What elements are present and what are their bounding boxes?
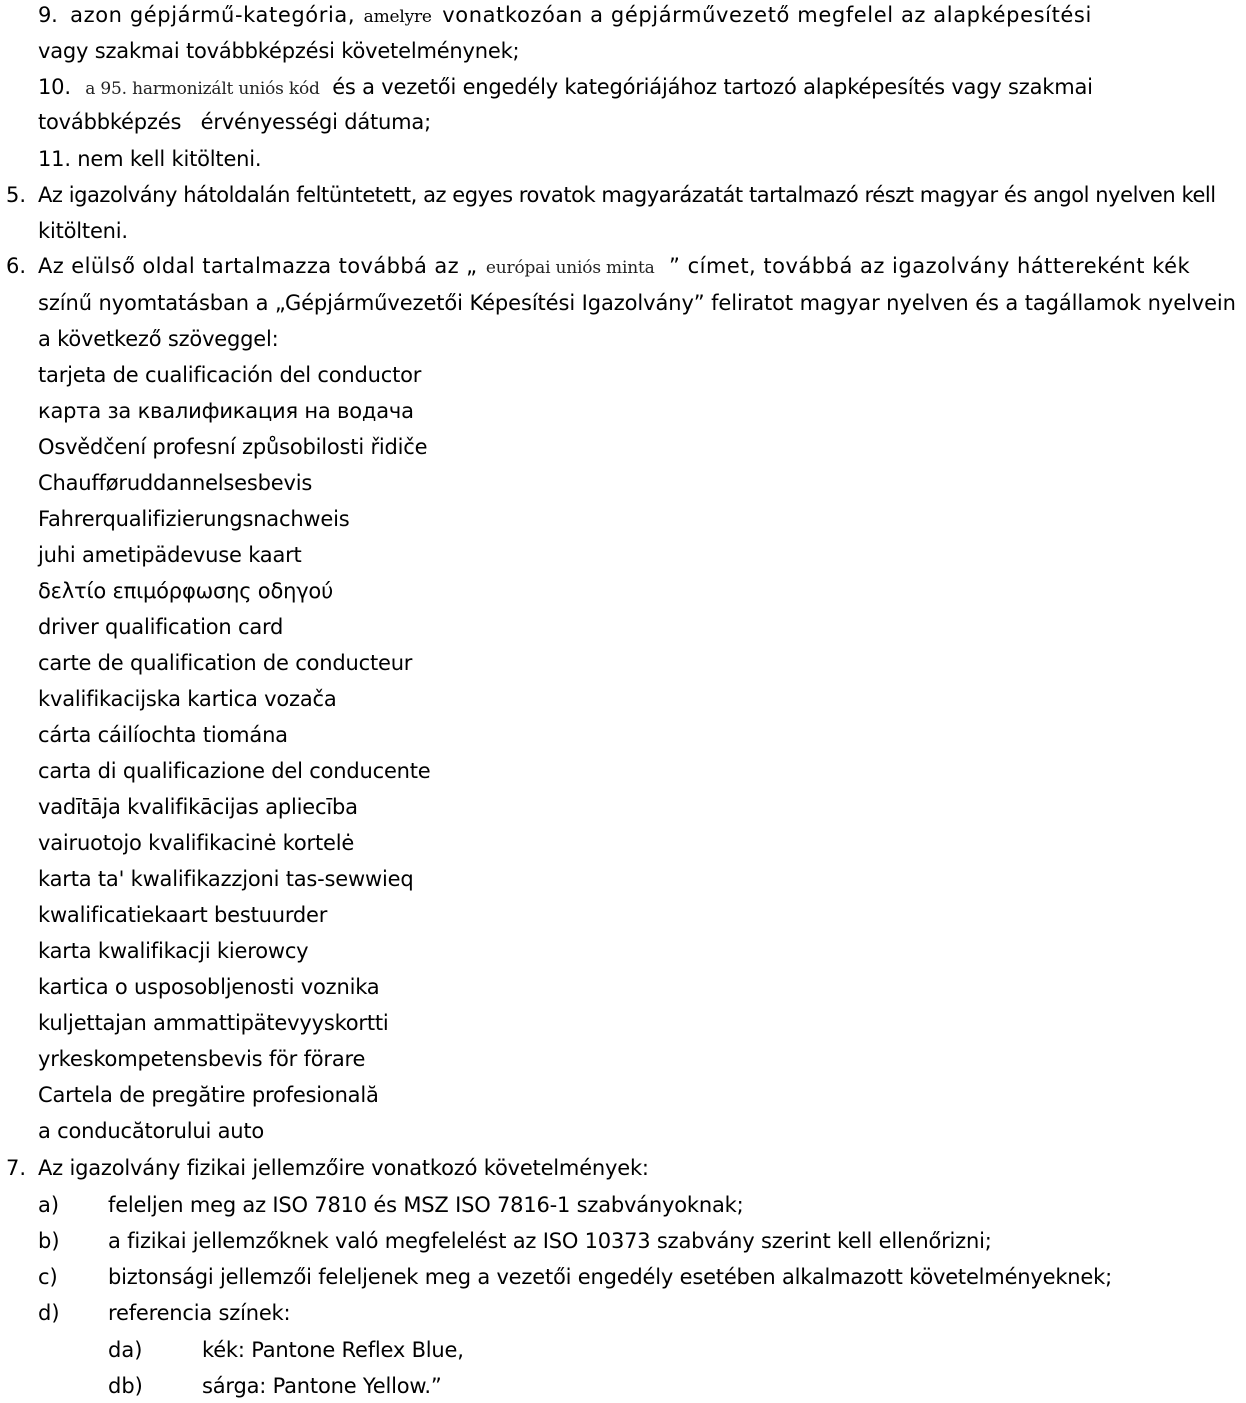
point7-subitem-label: da): [108, 1338, 143, 1362]
language-item: карта за квалификация на водача: [38, 399, 414, 423]
point7-heading: Az igazolvány fizikai jellemzőire vonatkozó követelmények:: [38, 1156, 649, 1180]
point5-number: 5.: [6, 183, 27, 207]
item10-line1: [38, 74, 1093, 102]
point6-text-b: európai uniós minta: [485, 258, 655, 278]
item9-text-b: amelyre: [363, 7, 432, 27]
point7-item-text: feleljen meg az ISO 7810 és MSZ ISO 7816-1 szabványoknak;: [108, 1193, 744, 1217]
point7-item-label: a): [38, 1193, 60, 1217]
point7-item-text: a fizikai jellemzőknek való megfelelést az ISO 10373 szabvány szerint kell ellenőrizni;: [108, 1229, 992, 1253]
language-item: driver qualification card: [38, 615, 284, 639]
language-item: vadītāja kvalifikācijas apliecība: [38, 795, 358, 819]
language-item: a conducătorului auto: [38, 1119, 265, 1143]
point5-line2: kitölteni.: [38, 219, 128, 243]
point5-line1: Az igazolvány hátoldalán feltüntetett, az egyes rovatok magyarázatát tartalmazó részt magyar és angol nyelven kell: [38, 183, 1216, 207]
item11: 11. nem kell kitölteni.: [38, 147, 262, 171]
point7-item-label: c): [38, 1265, 58, 1289]
language-item: juhi ametipädevuse kaart: [38, 543, 302, 567]
point7-item-text: referencia színek:: [108, 1301, 291, 1325]
language-item: kuljettajan ammattipätevyyskortti: [38, 1011, 389, 1035]
language-item: δελτίο επιμόρφωσης οδηγού: [38, 579, 334, 603]
language-item: kwalificatiekaart bestuurder: [38, 903, 328, 927]
item9-number: 9.: [38, 3, 58, 27]
point6-line2: színű nyomtatásban a „Gépjárművezetői Képesítési Igazolvány” feliratot magyar nyelven és a tagállamok nyelvein: [38, 291, 1236, 315]
point7-number: 7.: [6, 1156, 27, 1180]
language-item: Cartela de pregătire profesională: [38, 1083, 379, 1107]
point7-subitem-text: kék: Pantone Reflex Blue,: [202, 1338, 464, 1362]
language-item: carte de qualification de conducteur: [38, 651, 413, 675]
item9-line1: [38, 2, 1092, 30]
language-item: karta kwalifikacji kierowcy: [38, 939, 309, 963]
language-item: vairuotojo kvalifikacinė kortelė: [38, 831, 355, 855]
language-item: carta di qualificazione del conducente: [38, 759, 431, 783]
point7-item-label: d): [38, 1301, 60, 1325]
point6-line1: [38, 253, 1190, 281]
point7-item-text: biztonsági jellemzői feleljenek meg a vezetői engedély esetében alkalmazott követelményeknek;: [108, 1265, 1112, 1289]
point6-text-c: ” címet, továbbá az igazolvány háttereként kék: [669, 254, 1191, 278]
language-item: cárta cáilíochta tiomána: [38, 723, 288, 747]
language-item: kvalifikacijska kartica vozača: [38, 687, 337, 711]
language-item: Chaufføruddannelsesbevis: [38, 471, 313, 495]
language-item: tarjeta de cualificación del conductor: [38, 363, 422, 387]
point6-number: 6.: [6, 254, 27, 278]
language-item: karta ta' kwalifikazzjoni tas-sewwieq: [38, 867, 414, 891]
point7-subitem-text: sárga: Pantone Yellow.”: [202, 1374, 442, 1398]
point7-item-label: b): [38, 1229, 60, 1253]
item10-line2: továbbképzés érvényességi dátuma;: [38, 110, 431, 134]
item9-text-a: azon gépjármű-kategória,: [70, 3, 356, 27]
item9-text-c: vonatkozóan a gépjárművezető megfelel az alapképesítési: [442, 3, 1092, 27]
point6-text-a: Az elülső oldal tartalmazza továbbá az „: [38, 254, 478, 278]
item10-text-a: a 95. harmonizált uniós kód: [85, 79, 320, 99]
language-item: yrkeskompetensbevis för förare: [38, 1047, 366, 1071]
item10-text-b: és a vezetői engedély kategóriájához tartozó alapképesítés vagy szakmai: [332, 75, 1093, 99]
language-item: Osvědčení profesní způsobilosti řidiče: [38, 435, 428, 459]
language-item: Fahrerqualifizierungsnachweis: [38, 507, 350, 531]
item9-line2: vagy szakmai továbbképzési követelménynek;: [38, 39, 520, 63]
point7-subitem-label: db): [108, 1374, 143, 1398]
item10-number: 10.: [38, 75, 71, 99]
language-item: kartica o usposobljenosti voznika: [38, 975, 380, 999]
point6-line3: a következő szöveggel:: [38, 327, 279, 351]
